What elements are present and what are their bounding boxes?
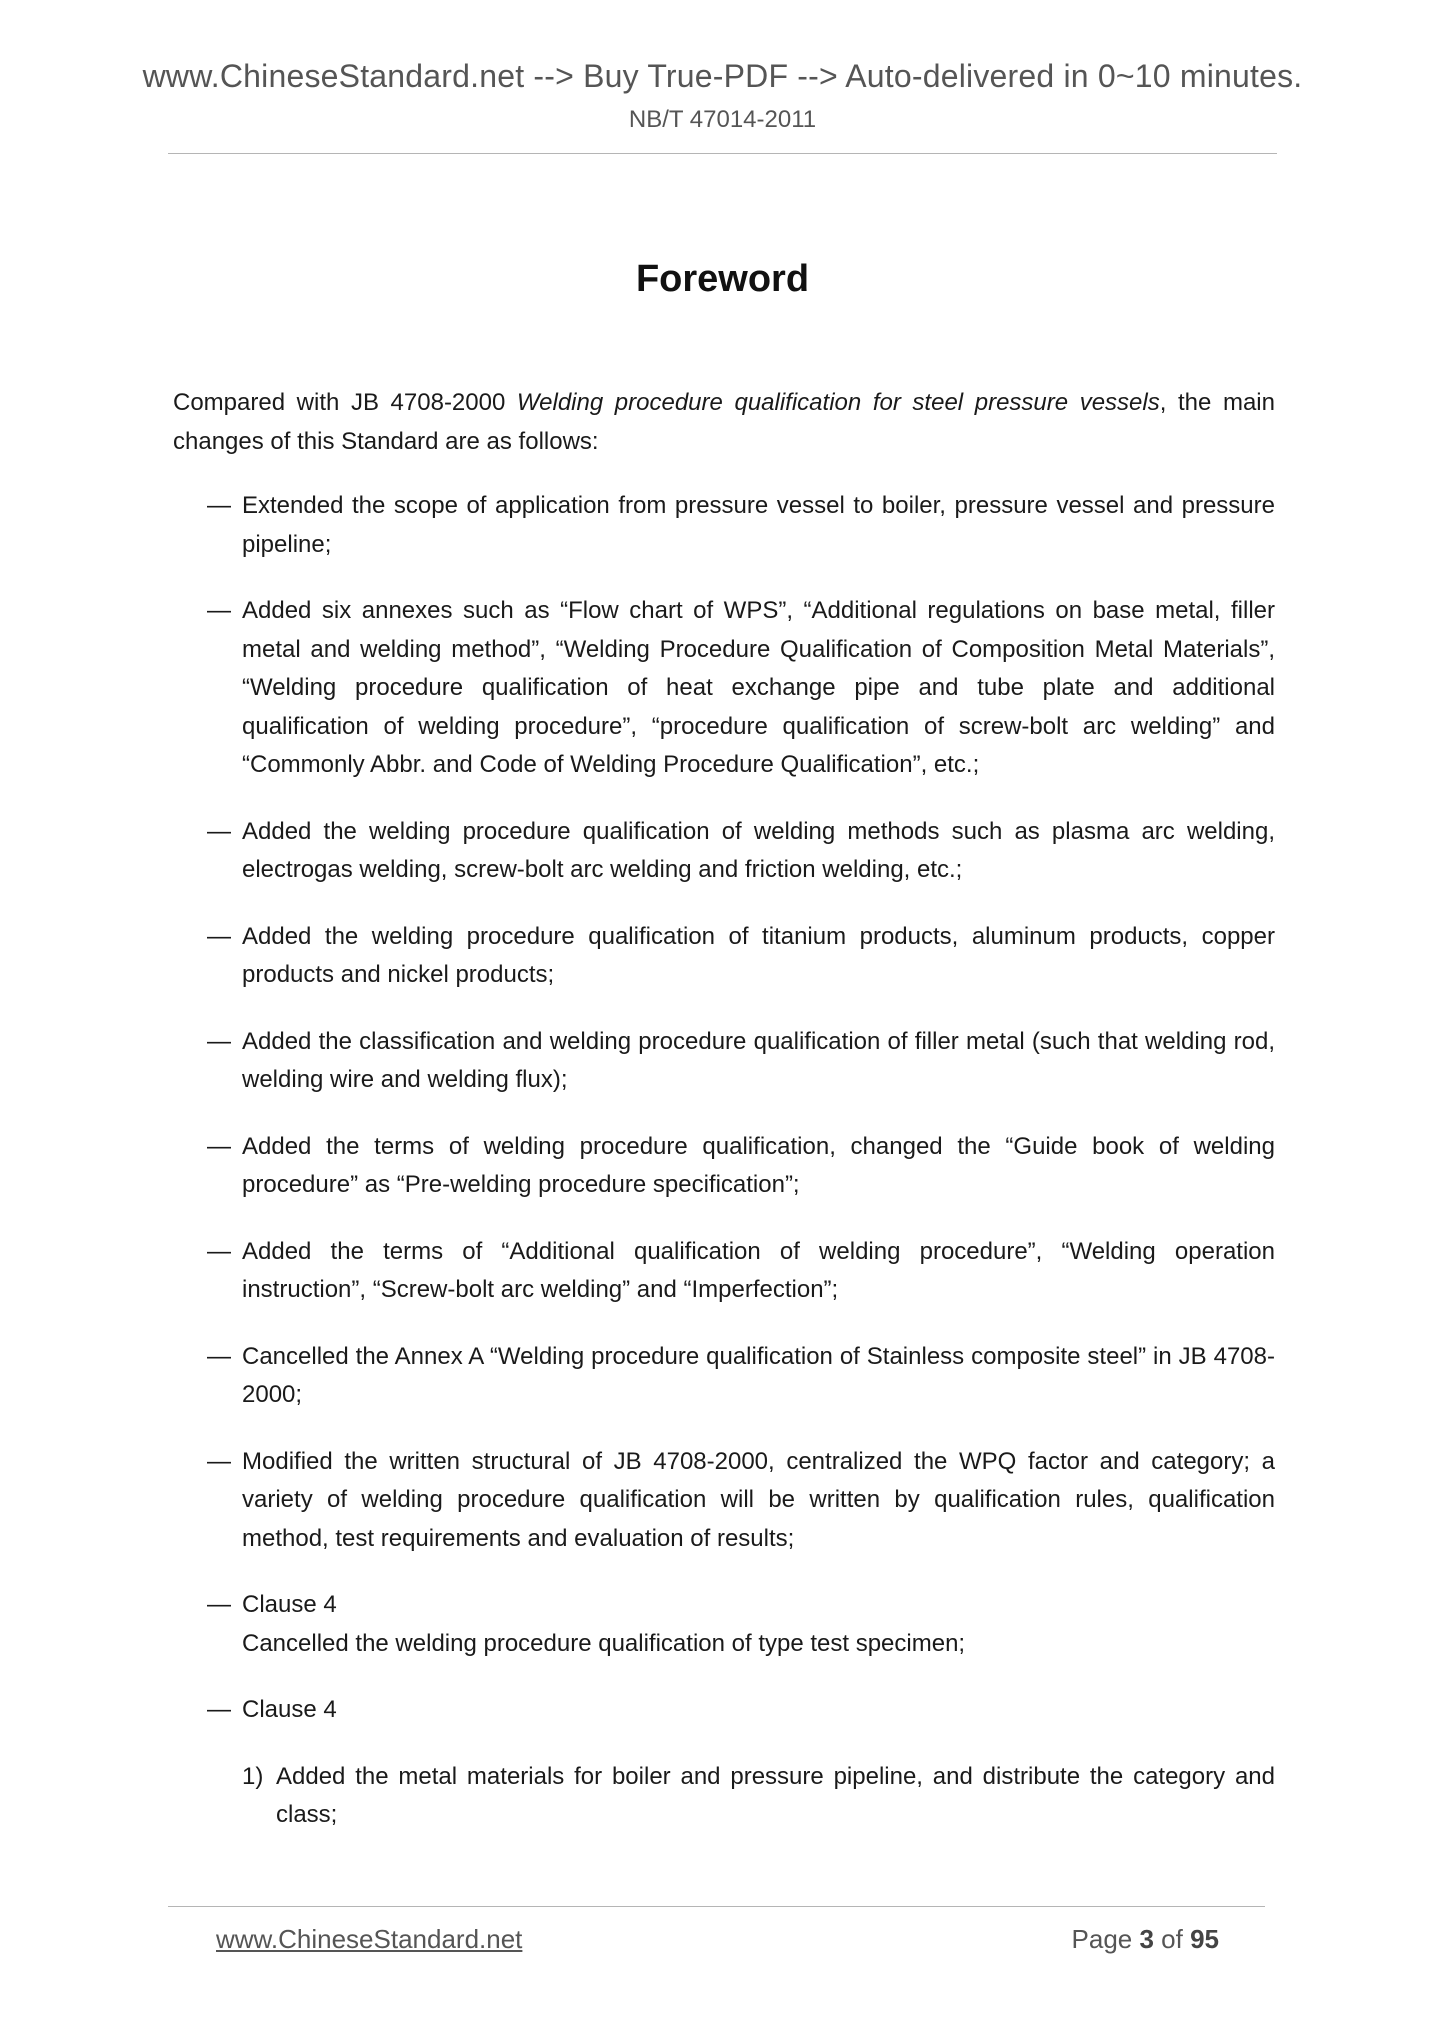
change-item-text: Added the welding procedure qualification of welding methods such as plasma arc welding, electrogas welding, screw-bolt arc welding and friction welding, etc.; [242,817,1275,883]
numbered-item-text: Added the metal materials for boiler and pressure pipeline, and distribute the category and class; [276,1762,1275,1828]
dash-bullet: — [207,1591,231,1618]
change-item-text: Added six annexes such as “Flow chart of WPS”, “Additional regulations on base metal, filler metal and welding method”, “Welding Procedure Qualification of Composition Metal Materials”, “Welding procedure qualification of heat exchange pipe and tube plate and additional qualification of welding procedure”, “procedure qualification of screw-bolt arc welding” and “Commonly Abbr. and Code of Welding Procedure Qualification”, etc.; [242,597,1275,778]
change-item [173,1128,1275,1205]
dash-bullet: — [207,817,231,845]
dash-bullet: — [207,1237,231,1265]
dash-bullet: — [207,1132,231,1160]
change-item-text: Extended the scope of application from pressure vessel to boiler, pressure vessel and pressure pipeline; [242,492,1275,558]
header-banner: www.ChineseStandard.net --> Buy True-PDF --> Auto-delivered in 0~10 minutes. [142,58,1303,94]
change-item [173,592,1275,785]
clause-text: Cancelled the welding procedure qualification of type test specimen; [242,1629,966,1657]
total-pages: 95 [1190,1924,1219,1954]
change-item-text: Added the classification and welding procedure qualification of filler metal (such that welding rod, welding wire and welding flux); [242,1027,1275,1093]
intro-paragraph [173,384,1275,461]
change-item-text: Added the terms of welding procedure qualification, changed the “Guide book of welding procedure” as “Pre-welding procedure specification”; [242,1132,1275,1198]
dash-bullet: — [207,1342,231,1370]
dash-bullet: — [207,597,231,624]
item-number: 1) [242,1762,264,1790]
intro-tail: , the main changes of this Standard are as follows: [173,389,1275,455]
change-item [173,1443,1275,1559]
current-page: 3 [1139,1924,1154,1954]
standard-number: NB/T 47014-2011 [628,106,817,133]
intro-cited-title: Welding procedure qualification for steel pressure vessels [516,389,1160,416]
dash-bullet: — [207,1027,231,1055]
clause-label: Clause 4 [242,1591,337,1618]
change-item [173,1023,1275,1100]
header-divider [168,153,1277,154]
dash-bullet: — [207,1447,231,1475]
change-item [173,1233,1275,1310]
change-item-text: Cancelled the Annex A “Welding procedure qualification of Stainless composite steel” in JB 4708-2000; [242,1342,1275,1408]
dash-bullet: — [207,1696,231,1723]
change-item-text: Added the welding procedure qualification of titanium products, aluminum products, copper products and nickel products; [242,922,1275,988]
page-of: of [1153,1924,1191,1954]
dash-bullet: — [207,922,231,950]
change-item [173,1338,1275,1415]
page-indicator [1072,1924,1219,1955]
change-item-text: Modified the written structural of JB 4708-2000, centralized the WPQ factor and category; a variety of welding procedure qualification will be written by qualification rules, qualification method, test requirements and evaluation of results; [242,1447,1275,1552]
change-item [173,813,1275,890]
clause-item [173,1586,1275,1663]
document-body [173,384,1275,1835]
dash-bullet: — [207,492,231,519]
intro-lead: Compared with JB 4708-2000 [173,389,517,416]
page-title: Foreword [635,258,810,300]
change-item [173,487,1275,564]
footer-website-link[interactable]: www.ChineseStandard.net [216,1924,523,1954]
change-item [173,918,1275,995]
footer-divider [168,1906,1265,1907]
numbered-item [173,1758,1275,1835]
change-item-text: Added the terms of “Additional qualification of welding procedure”, “Welding operation instruction”, “Screw-bolt arc welding” and “Imperfection”; [242,1237,1275,1303]
clause-label: Clause 4 [242,1696,337,1723]
clause-item [173,1691,1275,1730]
page-label: Page [1071,1924,1140,1954]
